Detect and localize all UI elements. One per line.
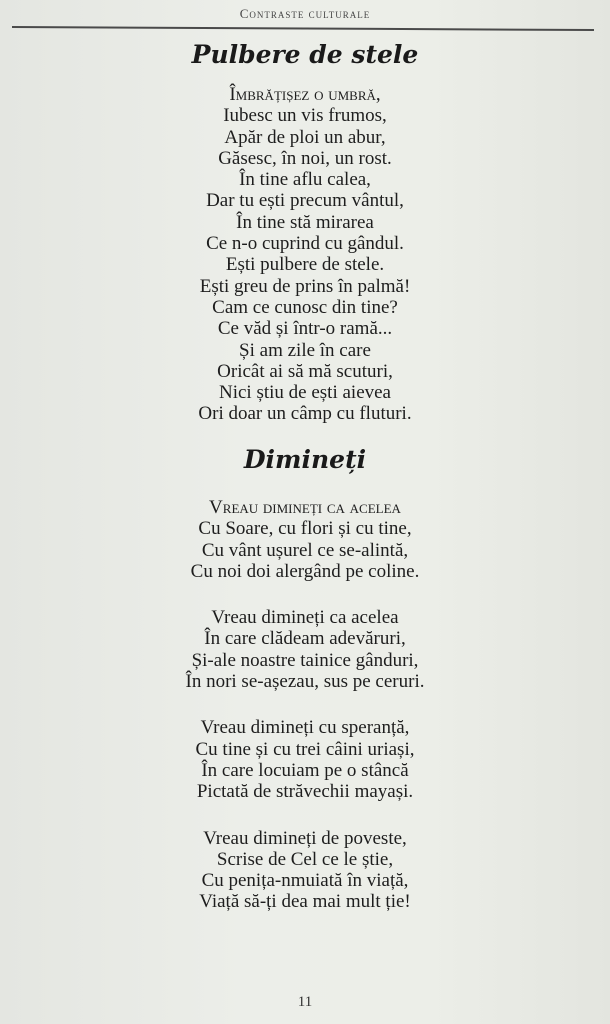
poem-line: Găsesc, în noi, un rost. — [218, 147, 392, 169]
poem-line: Dar tu ești precum vântul, — [206, 190, 404, 212]
poem-line: Iubesc un vis frumos, — [223, 105, 387, 127]
poem-line: Vreau dimineți ca acelea — [209, 497, 401, 518]
page-number: 11 — [297, 994, 313, 1010]
poem-line: Ești pulbere de stele. — [225, 254, 385, 276]
poem-line: Ești greu de prins în palmă! — [199, 275, 411, 297]
poem-line: Cu noi doi alergând pe coline. — [190, 560, 420, 582]
stanza — [0, 497, 610, 582]
poem-line: Cu penița-nmuiată în viață, — [201, 870, 409, 892]
poem-line: Oricât ai să mă scuturi, — [217, 360, 393, 382]
poem-line: În care clădeam adevăruri, — [204, 628, 406, 650]
poem-line: Nici știu de ești aievea — [219, 382, 391, 404]
stanza — [0, 828, 610, 913]
poem-line: Scrise de Cel ce le știe, — [216, 848, 394, 870]
poem-line: Și am zile în care — [239, 339, 371, 361]
poem-line: Vreau dimineți ca acelea — [211, 607, 399, 629]
poem-line: În care locuiam pe o stâncă — [201, 759, 409, 781]
poem-line: Cu tine și cu trei câini uriași, — [195, 738, 415, 760]
stanza — [0, 607, 610, 692]
poem-line: Pictată de străvechii mayași. — [196, 781, 414, 803]
stanza — [0, 717, 610, 802]
poem-title-dimineti: Dimineți — [243, 445, 367, 474]
poem-pulbere-de-stele — [0, 84, 610, 425]
poem-line: Ori doar un câmp cu fluturi. — [198, 403, 412, 425]
poem-line: Vreau dimineți de poveste, — [203, 827, 407, 849]
poem-line: Apăr de ploi un abur, — [224, 126, 386, 148]
poem-title-pulbere-de-stele: Pulbere de stele — [191, 40, 419, 69]
poem-line: Cu vânt ușurel ce se-alintă, — [201, 539, 409, 561]
poem-dimineti — [0, 497, 610, 913]
poem-line: Ce n-o cuprind cu gândul. — [206, 233, 404, 255]
poem-line: În tine aflu calea, — [239, 169, 371, 191]
poem-line: Îmbrățișez o umbră, — [229, 84, 381, 105]
poem-line: Viață să-ți dea mai mult ție! — [199, 891, 411, 913]
running-header: Contraste culturale — [239, 6, 371, 21]
poem-line: Cam ce cunosc din tine? — [212, 296, 398, 318]
poem-line: Cu Soare, cu flori și cu tine, — [198, 518, 412, 540]
poem-line: Ce văd și într-o ramă... — [217, 318, 393, 340]
poem-line: În nori se-așezau, sus pe ceruri. — [185, 671, 425, 693]
poem-line: Vreau dimineți cu speranță, — [200, 717, 410, 739]
poem-line: În tine stă mirarea — [236, 211, 374, 233]
header-rule — [12, 26, 594, 31]
poem-line: Și-ale noastre tainice gânduri, — [191, 649, 419, 671]
